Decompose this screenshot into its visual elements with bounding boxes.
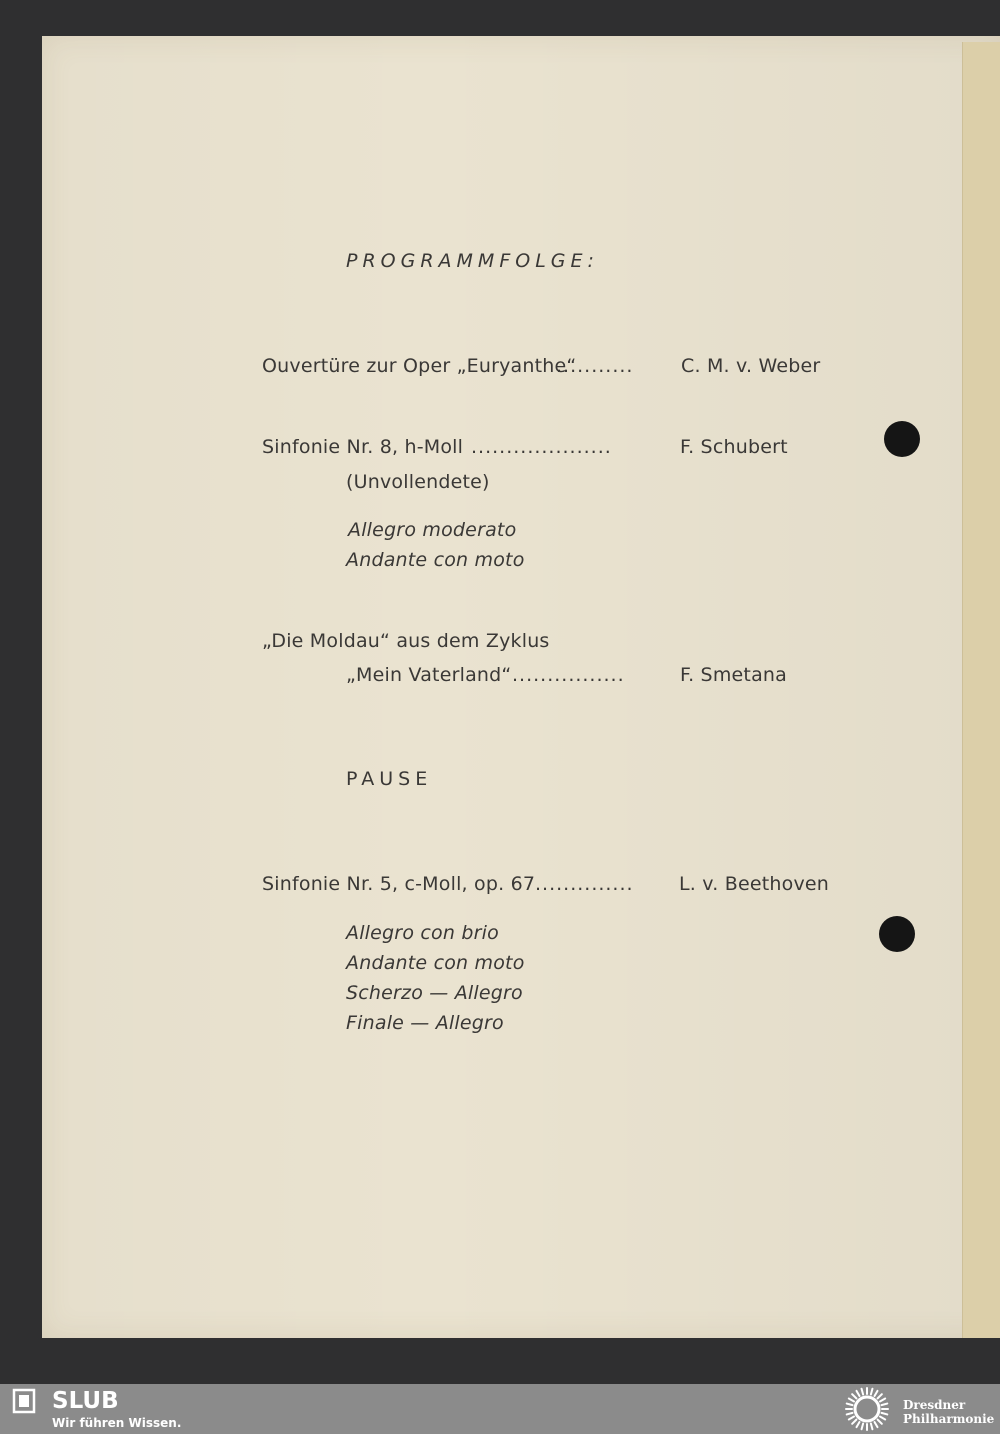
composer-name: L. v. Beethoven [679, 873, 830, 895]
composer-name: C. M. v. Weber [681, 355, 821, 377]
piece-title: Sinfonie Nr. 5, c-Moll, op. 67 [262, 873, 536, 895]
movement: Andante con moto [346, 952, 525, 974]
slub-tagline: Wir führen Wissen. [52, 1416, 182, 1430]
program-page [42, 36, 1000, 1338]
movement: Allegro con brio [346, 922, 499, 944]
philharmonie-name [903, 1398, 994, 1426]
piece-subtitle: (Unvollendete) [346, 471, 490, 493]
slub-logo-icon [12, 1388, 36, 1414]
philharmonie-logo-icon [842, 1386, 892, 1432]
program-heading: PROGRAMMFOLGE: [346, 250, 599, 272]
composer-name: F. Schubert [680, 436, 788, 458]
philharmonie-name-line1: Dresdner [903, 1398, 966, 1412]
pause-label: PAUSE [346, 768, 433, 790]
piece-title: Ouvertüre zur Oper „Euryanthe“ [262, 355, 577, 377]
piece-title: „Die Moldau“ aus dem Zyklus [262, 630, 550, 652]
piece-subtitle: „Mein Vaterland“ [346, 664, 512, 686]
next-page-edge [962, 42, 1000, 1338]
movement: Scherzo — Allegro [346, 982, 523, 1004]
philharmonie-name-line2: Philharmonie [903, 1412, 995, 1426]
movement: Andante con moto [346, 549, 525, 571]
leader-dots: ................ [512, 664, 625, 686]
piece-title: Sinfonie Nr. 8, h-Moll [262, 436, 464, 458]
punch-hole-top [884, 421, 920, 457]
footer-bar [0, 1384, 1000, 1434]
punch-hole-bottom [879, 916, 915, 952]
slub-brand: SLUB [52, 1388, 119, 1414]
leader-dots: .................... [471, 436, 612, 458]
movement: Allegro moderato [348, 519, 517, 541]
leader-dots: ........... [556, 355, 634, 377]
leader-dots: .............. [535, 873, 634, 895]
composer-name: F. Smetana [680, 664, 787, 686]
movement: Finale — Allegro [346, 1012, 504, 1034]
